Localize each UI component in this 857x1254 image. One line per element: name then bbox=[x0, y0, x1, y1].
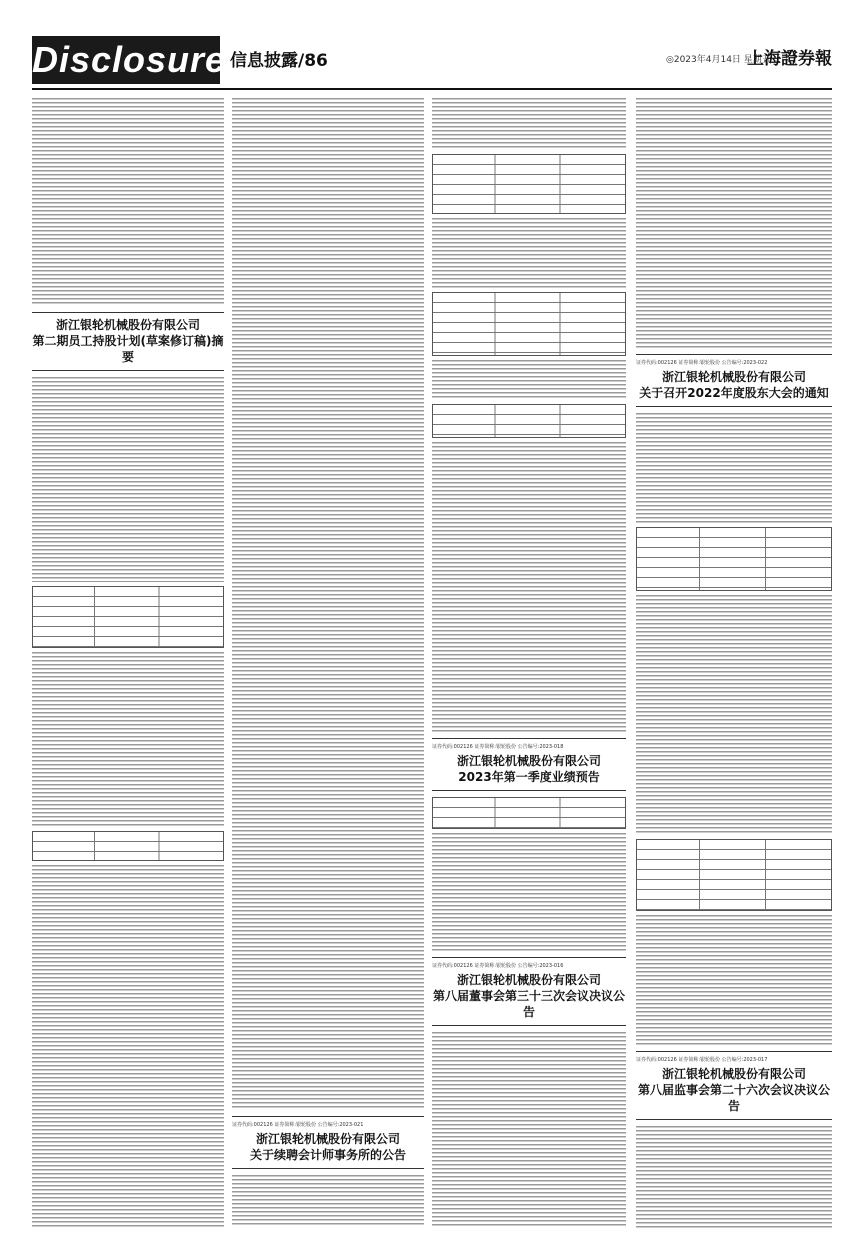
data-table bbox=[432, 154, 626, 214]
masthead bbox=[32, 36, 832, 90]
article-subtitle: 关于召开2022年度股东大会的通知 bbox=[639, 386, 829, 400]
body-text-block bbox=[636, 413, 832, 523]
article-codes: 证券代码:002126 证券简称:银轮股份 公告编号:2023-017 bbox=[636, 1057, 768, 1063]
article-subtitle: 关于续聘会计师事务所的公告 bbox=[249, 1148, 406, 1162]
body-text-block bbox=[32, 865, 224, 1228]
body-text-block bbox=[432, 442, 626, 732]
article-codes: 证券代码:002126 证券简称:银轮股份 公告编号:2023-016 bbox=[432, 963, 564, 969]
newspaper-name: 上海證券報 bbox=[747, 49, 832, 69]
data-table bbox=[432, 797, 626, 829]
article-codes: 证券代码:002126 证券简称:银轮股份 公告编号:2023-021 bbox=[232, 1122, 364, 1128]
body-text-block bbox=[636, 98, 832, 348]
body-text-block bbox=[432, 833, 626, 951]
article-header-auditor bbox=[232, 1116, 424, 1169]
issue-date: ◎2023年4月14日 星期五 bbox=[666, 55, 771, 65]
body-text-block bbox=[32, 652, 224, 827]
article-header-agm-notice bbox=[636, 354, 832, 407]
article-header-plan-summary bbox=[32, 312, 224, 371]
article-subtitle: 第八届董事会第三十三次会议决议公告 bbox=[432, 989, 625, 1019]
body-text-block bbox=[636, 595, 832, 835]
article-title: 浙江银轮机械股份有限公司 bbox=[456, 973, 601, 987]
article-subtitle: 第八届监事会第二十六次会议决议公告 bbox=[637, 1083, 830, 1113]
article-title: 浙江银轮机械股份有限公司 bbox=[456, 754, 601, 768]
data-table bbox=[32, 831, 224, 861]
article-codes: 证券代码:002126 证券简称:银轮股份 公告编号:2023-018 bbox=[432, 744, 564, 750]
data-table bbox=[32, 586, 224, 648]
data-table bbox=[432, 292, 626, 356]
data-table bbox=[636, 839, 832, 911]
article-header-supervisory-meeting bbox=[636, 1051, 832, 1120]
article-title: 浙江银轮机械股份有限公司 bbox=[55, 318, 200, 332]
article-title: 浙江银轮机械股份有限公司 bbox=[661, 370, 806, 384]
body-text-block bbox=[432, 360, 626, 400]
body-text-block bbox=[636, 915, 832, 1045]
body-text-block bbox=[432, 98, 626, 150]
disclosure-logo: Disclosure bbox=[32, 36, 220, 84]
body-text-block bbox=[32, 98, 224, 306]
data-table bbox=[432, 404, 626, 438]
body-text-block bbox=[636, 1126, 832, 1228]
section-title: 信息披露/86 bbox=[230, 51, 328, 71]
column-3 bbox=[432, 98, 626, 1228]
body-text-block bbox=[32, 377, 224, 582]
article-title: 浙江银轮机械股份有限公司 bbox=[255, 1132, 400, 1146]
article-header-board-meeting bbox=[432, 957, 626, 1026]
article-header-forecast bbox=[432, 738, 626, 791]
column-2 bbox=[232, 98, 424, 1228]
column-4 bbox=[636, 98, 832, 1228]
body-text-block bbox=[232, 1175, 424, 1225]
article-title: 浙江银轮机械股份有限公司 bbox=[661, 1067, 806, 1081]
data-table bbox=[636, 527, 832, 591]
article-codes: 证券代码:002126 证券简称:银轮股份 公告编号:2023-022 bbox=[636, 360, 768, 366]
body-text-block bbox=[432, 218, 626, 288]
article-subtitle: 2023年第一季度业绩预告 bbox=[458, 770, 600, 784]
body-text-block bbox=[232, 98, 424, 1110]
article-subtitle: 第二期员工持股计划(草案修订稿)摘要 bbox=[32, 334, 224, 364]
body-text-block bbox=[432, 1032, 626, 1228]
column-1 bbox=[32, 98, 224, 1228]
